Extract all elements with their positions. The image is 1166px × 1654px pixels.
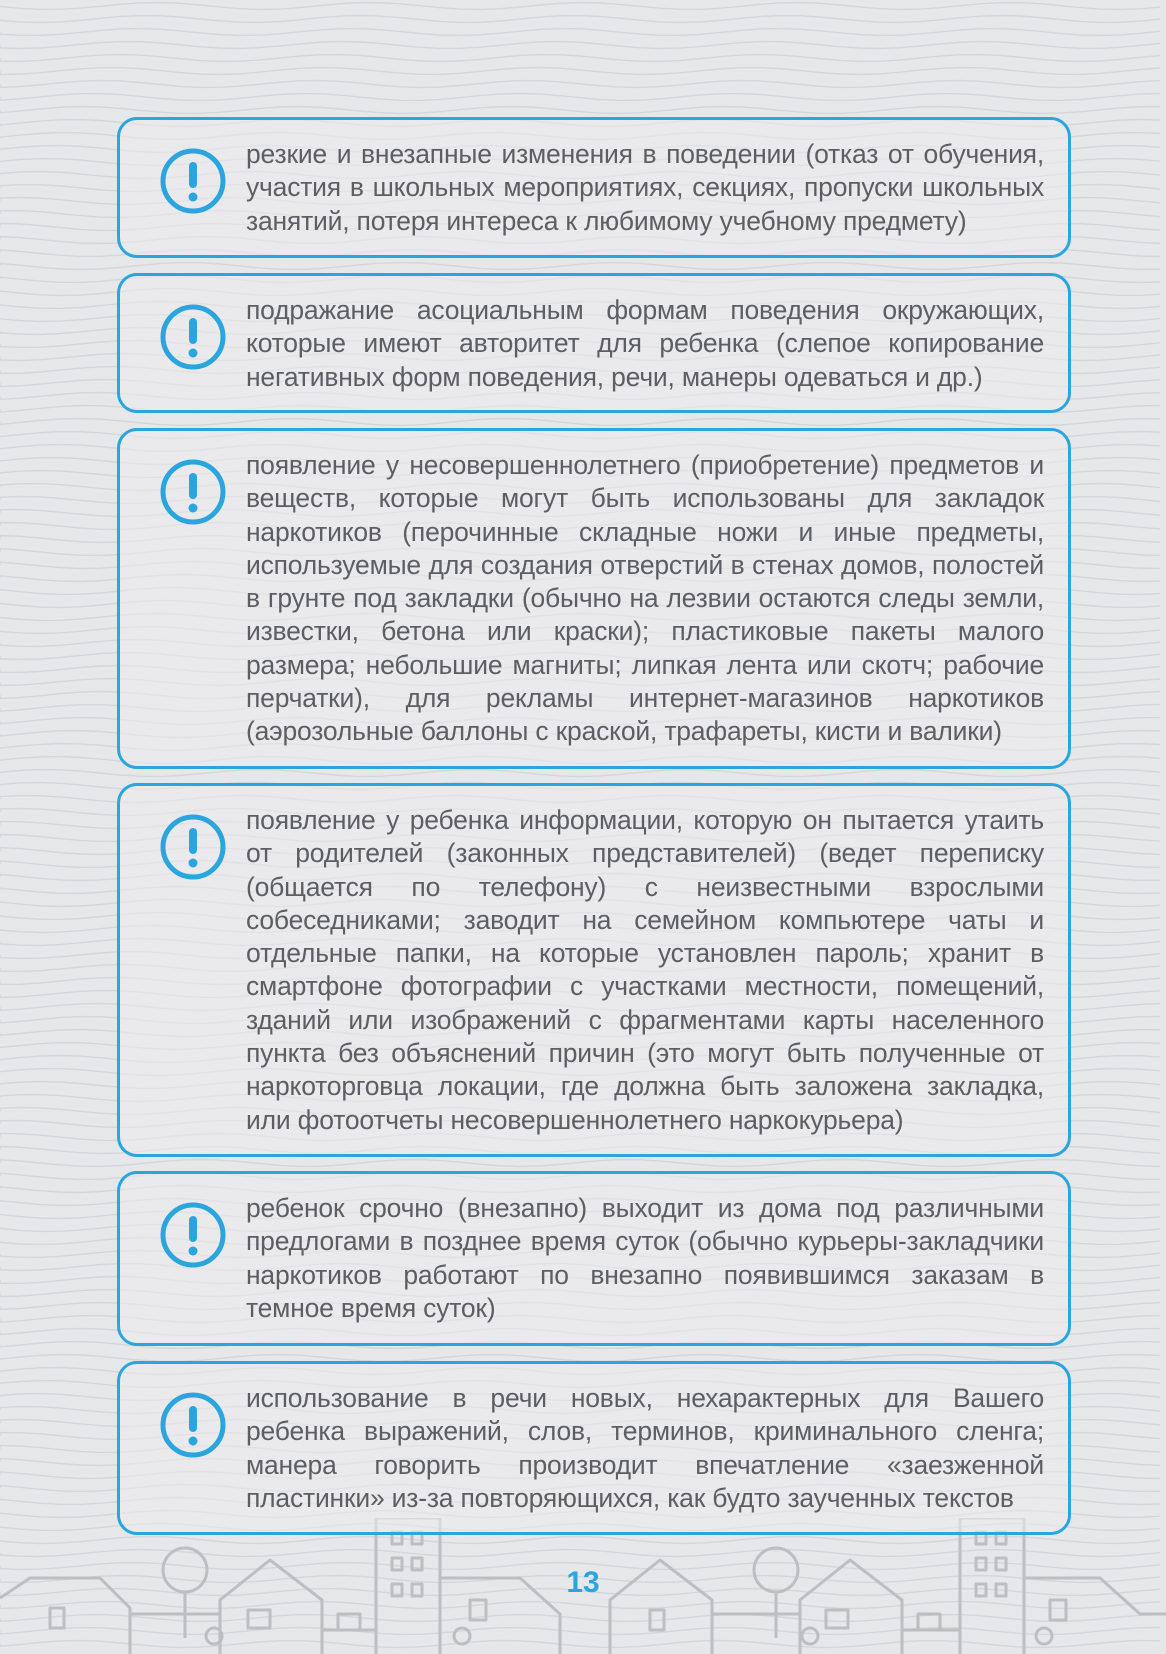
warning-card-4 bbox=[117, 783, 1071, 1157]
warning-text: появление у ребенка информации, которую он пытается утаить от родителей (законных представителей) (ведет переписку (общается по телефону) с неизвестными взрослыми собеседниками; заводит на семейном компьютере чаты и отдельные папки, на которые установлен пароль; хранит в смартфоне фотографии с участками местности, помещений, зданий или изображений с фрагментами карты населенного пункта без объяснений причин (это могут быть полученные от наркоторговца локации, где должна быть заложена закладка, или фотоотчеты несовершеннолетнего наркокурьера) bbox=[246, 805, 1044, 1135]
warning-text: резкие и внезапные изменения в поведении (отказ от обучения, участия в школьных мероприятиях, секциях, пропуски школьных занятий, потеря интереса к любимому учебному предмету) bbox=[246, 139, 1044, 236]
exclamation-icon bbox=[158, 812, 228, 882]
exclamation-icon bbox=[158, 457, 228, 527]
wave-line bbox=[0, 42, 1160, 49]
wave-line bbox=[0, 68, 1160, 75]
page-number: 13 bbox=[566, 1566, 600, 1599]
wave-line bbox=[0, 81, 1160, 88]
warning-card-6 bbox=[117, 1361, 1071, 1535]
exclamation-icon bbox=[158, 146, 228, 216]
warning-card-5 bbox=[117, 1171, 1071, 1346]
wave-line bbox=[0, 770, 1160, 777]
wave-line bbox=[0, 419, 1160, 426]
wave-line bbox=[0, 55, 1160, 62]
warning-text: появление у несовершеннолетнего (приобретение) предметов и веществ, которые могут быть использованы для закладок наркотиков (перочинные складные ножи и иные предметы, используемые для создания отверстий в стенах домов, полостей в грунте под закладки (обычно на лезвии остаются следы земли, известки, бетона или краски); пластиковые пакеты малого размера; небольшие магниты; липкая лента или скотч; рабочие перчатки), для рекламы интернет-магазинов наркотиков (аэрозольные баллоны с краской, трафареты, кисти и валики) bbox=[246, 450, 1044, 747]
wave-line bbox=[0, 29, 1160, 36]
warning-card-3 bbox=[117, 428, 1071, 769]
wave-line bbox=[0, 3, 1160, 10]
warning-text: подражание асоциальным формам поведения окружающих, которые имеют авторитет для ребенка (слепое копирование негативных форм поведения, речи, манеры одеваться и др.) bbox=[246, 295, 1044, 392]
wave-line bbox=[0, 1160, 1160, 1167]
warning-text: ребенок срочно (внезапно) выходит из дома под различными предлогами в позднее время суток (обычно курьеры-закладчики наркотиков работают по внезапно появившимся заказам в темное время суток) bbox=[246, 1193, 1044, 1323]
exclamation-icon bbox=[158, 302, 228, 372]
wave-line bbox=[0, 107, 1160, 114]
wave-line bbox=[0, 263, 1160, 270]
warning-card-1 bbox=[117, 117, 1071, 258]
warning-card-2 bbox=[117, 273, 1071, 413]
wave-line bbox=[0, 94, 1160, 101]
exclamation-icon bbox=[158, 1390, 228, 1460]
exclamation-icon bbox=[158, 1200, 228, 1270]
warning-text: использование в речи новых, нехарактерных для Вашего ребенка выражений, слов, терминов, криминального сленга; манера говорить производит впечатление «заезженной пластинки» из-за повторяющихся, как будто заученных текстов bbox=[246, 1383, 1044, 1513]
wave-line bbox=[0, 16, 1160, 23]
